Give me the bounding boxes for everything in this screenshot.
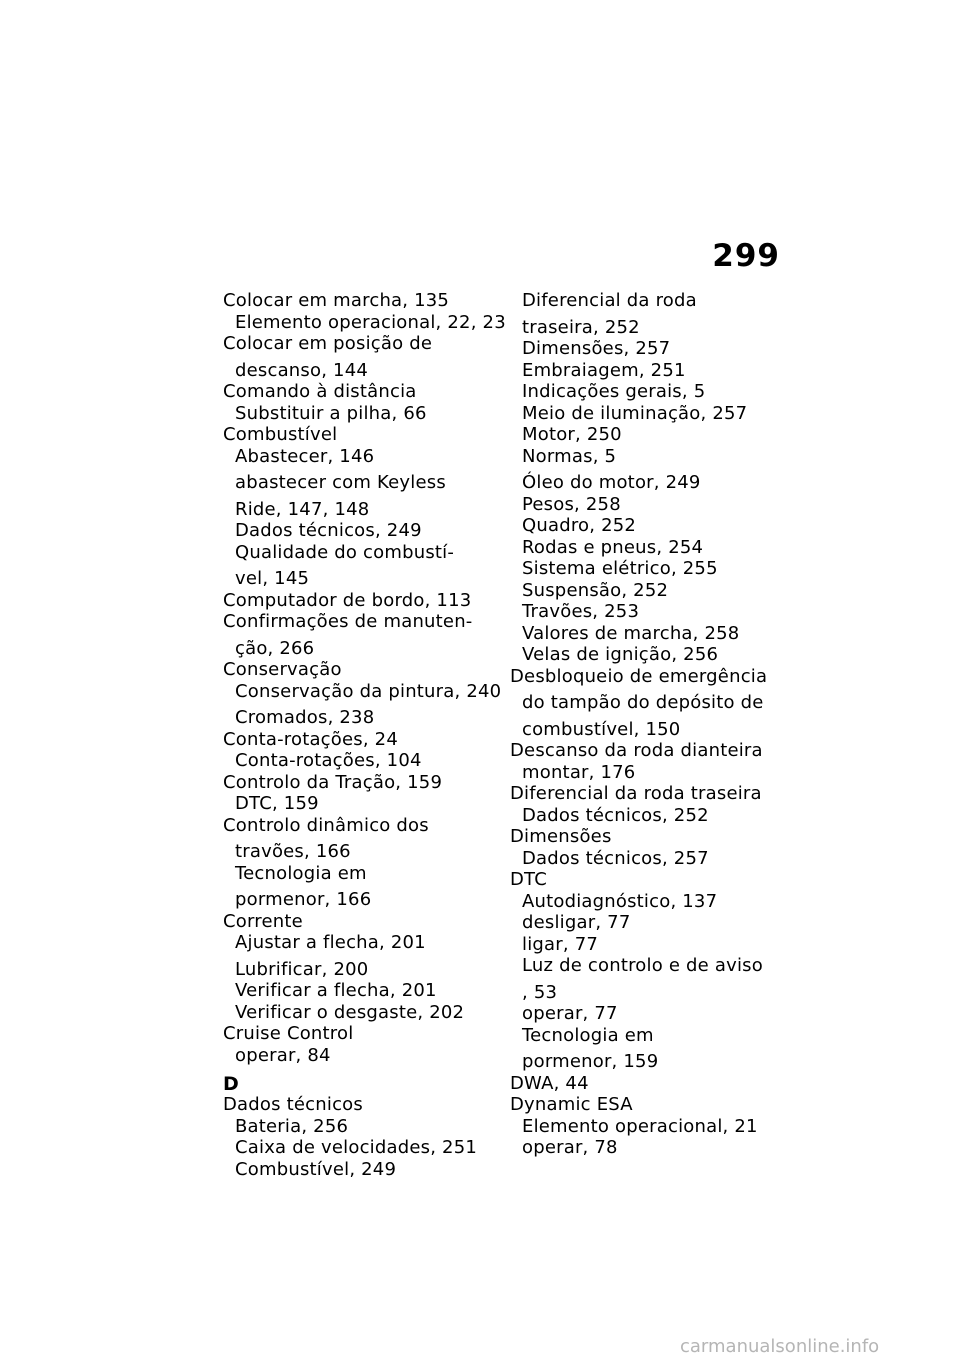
index-entry-continuation: do tampão do depósito de bbox=[522, 692, 764, 713]
index-entry: DWA, 44 bbox=[510, 1072, 589, 1094]
index-entry-continuation: travões, 166 bbox=[235, 841, 351, 862]
index-subentry: Meio de iluminação, 257 bbox=[522, 402, 748, 424]
index-subentry: operar, 84 bbox=[235, 1044, 331, 1066]
index-subentry: Embraiagem, 251 bbox=[522, 359, 686, 381]
index-subentry: Verificar a flecha, 201 bbox=[235, 980, 437, 1001]
index-subentry: Verificar o desgaste, 202 bbox=[235, 1001, 465, 1023]
index-subentry: Conta-rotações, 104 bbox=[235, 750, 422, 771]
index-entry: Confirmações de manuten- bbox=[223, 611, 473, 632]
index-subentry: Suspensão, 252 bbox=[522, 579, 669, 601]
index-subentry: DTC, 159 bbox=[235, 793, 319, 814]
index-subentry: Normas, 5 bbox=[522, 445, 617, 467]
index-subentry: Rodas e pneus, 254 bbox=[522, 536, 704, 558]
index-subentry: Dimensões, 257 bbox=[522, 338, 671, 359]
index-subentry: Qualidade do combustí- bbox=[235, 541, 455, 563]
index-entry: Cruise Control bbox=[223, 1023, 354, 1044]
index-entry: DTC bbox=[510, 869, 547, 890]
index-subentry: Caixa de velocidades, 251 bbox=[235, 1137, 477, 1158]
index-subentry: Dados técnicos, 257 bbox=[522, 847, 709, 869]
index-subentry: Abastecer, 146 bbox=[235, 445, 375, 467]
index-entry-continuation: pormenor, 166 bbox=[235, 889, 372, 910]
index-entry: Diferencial da roda traseira bbox=[510, 783, 762, 804]
index-entry-continuation: descanso, 144 bbox=[235, 359, 369, 381]
index-entry: Colocar em posição de bbox=[223, 333, 433, 354]
index-entry-continuation: traseira, 252 bbox=[522, 316, 640, 338]
index-entry: Conservação bbox=[223, 659, 342, 680]
index-entry: Combustível bbox=[223, 424, 338, 445]
index-subentry: Ajustar a flecha, 201 bbox=[235, 932, 426, 953]
index-entry: Descanso da roda dianteira bbox=[510, 740, 763, 761]
index-entry-continuation: , 53 bbox=[522, 981, 558, 1003]
index-entry: Controlo da Tração, 159 bbox=[223, 771, 443, 793]
index-subentry: Substituir a pilha, 66 bbox=[235, 402, 427, 424]
page-number: 299 bbox=[712, 238, 780, 274]
index-subentry: Bateria, 256 bbox=[235, 1115, 349, 1137]
index-entry-continuation: combustível, 150 bbox=[522, 718, 681, 740]
index-subentry: Motor, 250 bbox=[522, 424, 622, 445]
index-entry-continuation: vel, 145 bbox=[235, 568, 310, 589]
index-column-left bbox=[223, 290, 523, 1180]
index-subentry: Sistema elétrico, 255 bbox=[522, 558, 718, 579]
index-subentry: Indicações gerais, 5 bbox=[522, 381, 706, 402]
index-subentry: Cromados, 238 bbox=[235, 707, 375, 728]
index-subentry: desligar, 77 bbox=[522, 912, 631, 933]
index-entry: Conta-rotações, 24 bbox=[223, 728, 398, 750]
index-subentry: Combustível, 249 bbox=[235, 1158, 397, 1180]
footer-watermark: carmanualsonline.info bbox=[680, 1336, 880, 1357]
index-subentry: Lubrificar, 200 bbox=[235, 958, 369, 980]
index-subentry: Elemento operacional, 22, 23 bbox=[235, 311, 506, 333]
index-entry-continuation: Ride, 147, 148 bbox=[235, 498, 370, 520]
index-entry: Dynamic ESA bbox=[510, 1094, 633, 1115]
index-entry: Controlo dinâmico dos bbox=[223, 814, 429, 836]
index-entry: Corrente bbox=[223, 910, 303, 932]
index-entry: Comando à distância bbox=[223, 381, 417, 402]
index-subentry: Óleo do motor, 249 bbox=[522, 472, 701, 493]
index-entry: Desbloqueio de emergência bbox=[510, 665, 768, 687]
index-subentry: operar, 78 bbox=[522, 1137, 618, 1158]
index-entry: Dados técnicos bbox=[223, 1094, 363, 1115]
index-subentry: Velas de ignição, 256 bbox=[522, 644, 719, 665]
index-subentry: Luz de controlo e de aviso bbox=[522, 955, 763, 976]
index-column-right bbox=[510, 290, 810, 1159]
index-subentry: Quadro, 252 bbox=[522, 515, 637, 536]
index-subentry: Travões, 253 bbox=[522, 601, 640, 622]
index-entry: Computador de bordo, 113 bbox=[223, 589, 472, 611]
index-letter-heading: D bbox=[223, 1073, 239, 1095]
index-subentry: ligar, 77 bbox=[522, 933, 599, 955]
index-entry: Dimensões bbox=[510, 826, 612, 847]
index-subentry: Dados técnicos, 249 bbox=[235, 520, 422, 541]
index-entry-continuation: ção, 266 bbox=[235, 637, 315, 659]
index-entry: Colocar em marcha, 135 bbox=[223, 290, 450, 311]
index-subentry: Tecnologia em bbox=[522, 1024, 654, 1046]
index-subentry: Pesos, 258 bbox=[522, 493, 621, 515]
index-subentry: Dados técnicos, 252 bbox=[522, 804, 709, 826]
index-subentry: Tecnologia em bbox=[235, 862, 367, 884]
index-subentry: Autodiagnóstico, 137 bbox=[522, 890, 718, 912]
index-subentry: montar, 176 bbox=[522, 761, 636, 783]
index-subentry: Conservação da pintura, 240 bbox=[235, 680, 502, 702]
index-subentry: abastecer com Keyless bbox=[235, 472, 446, 493]
index-subentry: Diferencial da roda bbox=[522, 290, 697, 311]
index-subentry: Valores de marcha, 258 bbox=[522, 622, 740, 644]
index-entry-continuation: pormenor, 159 bbox=[522, 1051, 659, 1072]
index-subentry: Elemento operacional, 21 bbox=[522, 1115, 758, 1137]
index-subentry: operar, 77 bbox=[522, 1003, 618, 1024]
